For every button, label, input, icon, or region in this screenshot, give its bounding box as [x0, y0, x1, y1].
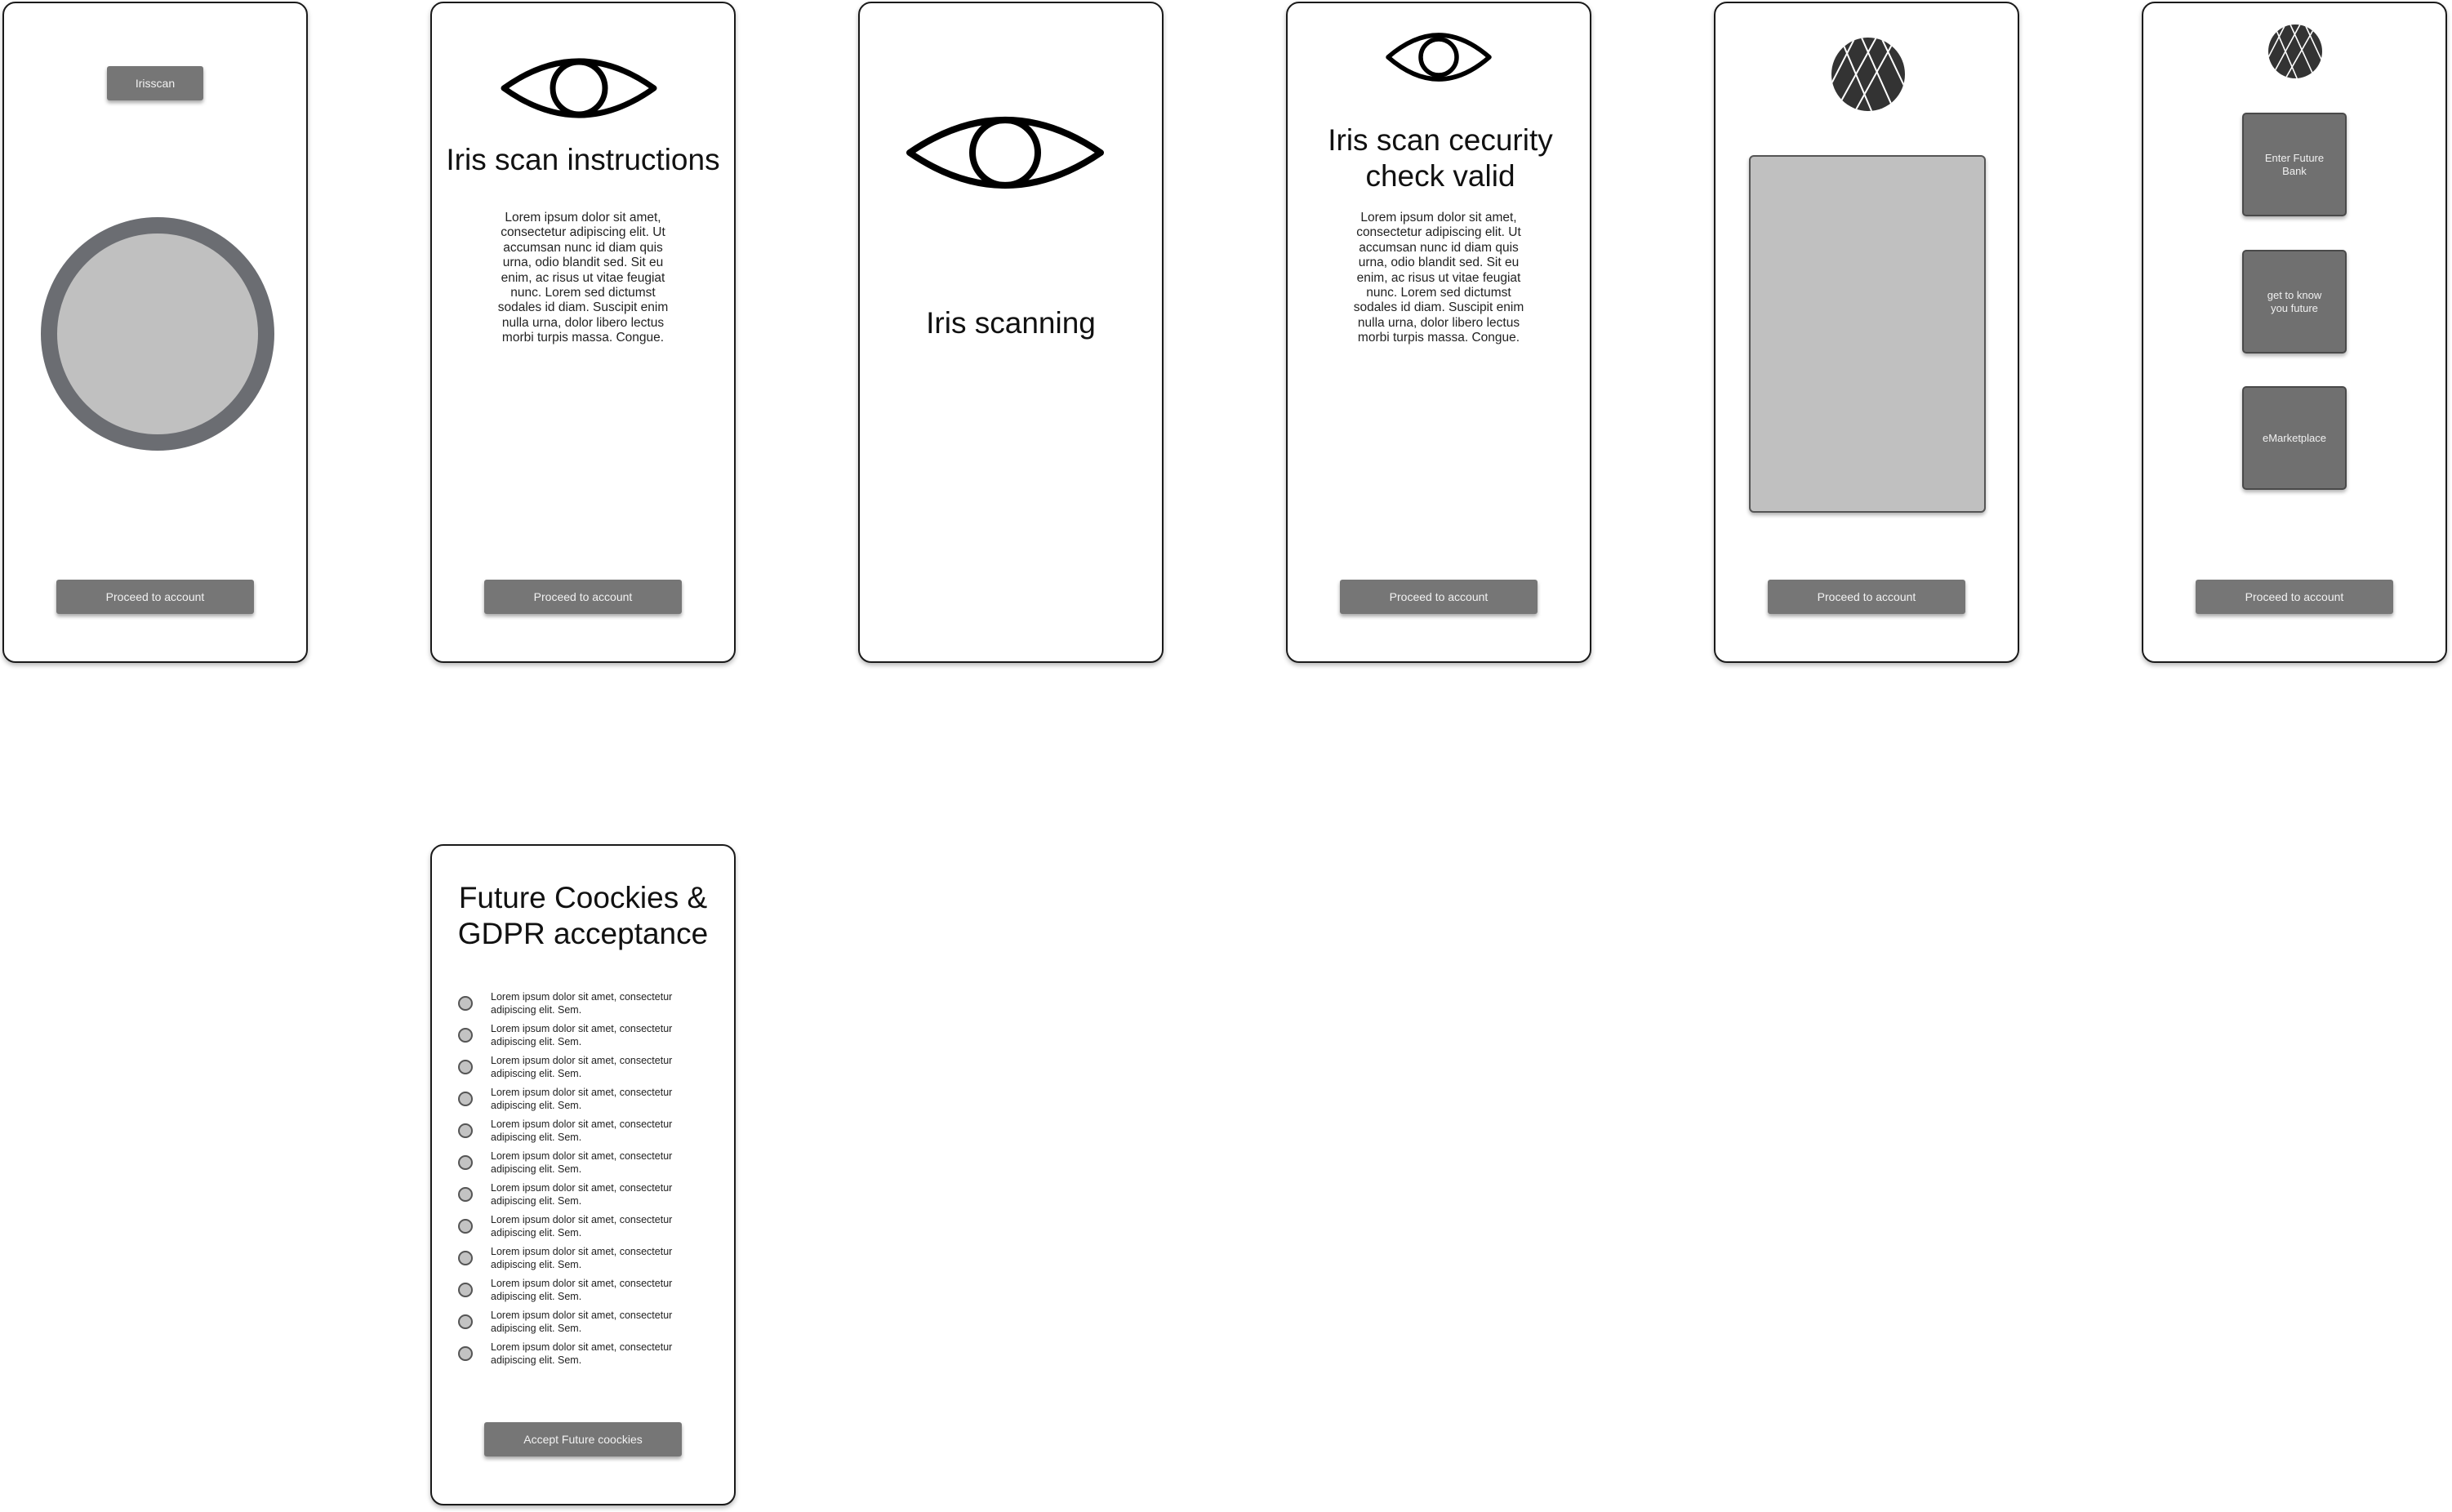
cookie-item-label: Lorem ipsum dolor sit amet, consectetur adipiscing elit. Sem. — [491, 991, 673, 1016]
get-to-know-tile[interactable]: get to know you future — [2242, 250, 2347, 354]
accept-cookies-button[interactable]: Accept Future coockies — [484, 1422, 682, 1456]
confirmation-text: Lorem ipsum dolor sit amet, consectetur adipiscing elit. Ut accumsan nunc id diam quis urna, odio blandit sed. Sit eu enim, ac risus ut vitae feugiat nunc. Lorem sed dictumst sodales id diam. Suscipit enim nulla urna, dolor libero lectus morbi turpis massa. Congue. — [1353, 211, 1524, 345]
page-title: Iris scan cecurity check valid — [1328, 123, 1553, 193]
screen-main-menu — [2142, 2, 2447, 663]
screen-iris-instructions — [430, 2, 736, 663]
cookie-item-label: Lorem ipsum dolor sit amet, consectetur adipiscing elit. Sem. — [491, 1278, 673, 1302]
enter-future-bank-tile[interactable]: Enter Future Bank — [2242, 113, 2347, 216]
screen-welcome-media — [1714, 2, 2019, 663]
radio-button-icon[interactable] — [458, 1187, 473, 1202]
crosshatch-logo-icon — [2267, 23, 2324, 80]
radio-button-icon[interactable] — [458, 1123, 473, 1138]
radio-button-icon[interactable] — [458, 1219, 473, 1234]
proceed-to-account-button[interactable]: Proceed to account — [484, 580, 682, 614]
radio-button-icon[interactable] — [458, 1060, 473, 1074]
instructions-text: Lorem ipsum dolor sit amet, consectetur adipiscing elit. Ut accumsan nunc id diam quis urna, odio blandit sed. Sit eu enim, ac risus ut vitae feugiat nunc. Lorem sed dictumst sodales id diam. Suscipit enim nulla urna, dolor libero lectus morbi turpis massa. Congue. — [497, 211, 669, 345]
screen-iris-scanning — [858, 2, 1164, 663]
emarketplace-tile[interactable]: eMarketplace — [2242, 386, 2347, 490]
screen-irisscan-start — [2, 2, 308, 663]
eye-icon — [1384, 24, 1493, 90]
radio-button-icon[interactable] — [458, 1028, 473, 1043]
cookie-item-label: Lorem ipsum dolor sit amet, consectetur adipiscing elit. Sem. — [491, 1023, 673, 1047]
cookie-item-label: Lorem ipsum dolor sit amet, consectetur adipiscing elit. Sem. — [491, 1214, 673, 1239]
irisscan-button[interactable]: Irisscan — [107, 66, 203, 100]
radio-button-icon[interactable] — [458, 1346, 473, 1361]
crosshatch-logo-icon — [1830, 36, 1907, 113]
eye-icon — [499, 51, 659, 126]
page-title: Future Coockies & GDPR acceptance — [457, 881, 709, 950]
radio-button-icon[interactable] — [458, 1314, 473, 1329]
page-title: Iris scan instructions — [446, 143, 720, 176]
eye-icon — [905, 107, 1106, 198]
radio-button-icon[interactable] — [458, 996, 473, 1011]
media-placeholder — [1749, 155, 1986, 513]
radio-button-icon[interactable] — [458, 1251, 473, 1265]
cookie-item-label: Lorem ipsum dolor sit amet, consectetur adipiscing elit. Sem. — [491, 1087, 673, 1111]
proceed-to-account-button[interactable]: Proceed to account — [2196, 580, 2393, 614]
cookie-item-label: Lorem ipsum dolor sit amet, consectetur adipiscing elit. Sem. — [491, 1118, 673, 1143]
radio-button-icon[interactable] — [458, 1283, 473, 1297]
screen-iris-check-valid — [1286, 2, 1591, 663]
cookie-consent-item — [458, 1341, 719, 1378]
cookie-item-label: Lorem ipsum dolor sit amet, consectetur adipiscing elit. Sem. — [491, 1150, 673, 1175]
proceed-to-account-button[interactable]: Proceed to account — [1340, 580, 1538, 614]
cookie-item-label: Lorem ipsum dolor sit amet, consectetur adipiscing elit. Sem. — [491, 1341, 673, 1366]
cookie-item-label: Lorem ipsum dolor sit amet, consectetur adipiscing elit. Sem. — [491, 1246, 673, 1270]
proceed-to-account-button[interactable]: Proceed to account — [1768, 580, 1965, 614]
cookie-item-label: Lorem ipsum dolor sit amet, consectetur adipiscing elit. Sem. — [491, 1310, 673, 1334]
scanning-status: Iris scanning — [926, 306, 1096, 340]
screen-cookies-gdpr — [430, 844, 736, 1505]
radio-button-icon[interactable] — [458, 1155, 473, 1170]
proceed-to-account-button[interactable]: Proceed to account — [56, 580, 254, 614]
radio-button-icon[interactable] — [458, 1092, 473, 1106]
cookie-item-label: Lorem ipsum dolor sit amet, consectetur adipiscing elit. Sem. — [491, 1182, 673, 1207]
cookie-item-label: Lorem ipsum dolor sit amet, consectetur adipiscing elit. Sem. — [491, 1055, 673, 1079]
scan-target-circle-icon — [39, 216, 276, 452]
